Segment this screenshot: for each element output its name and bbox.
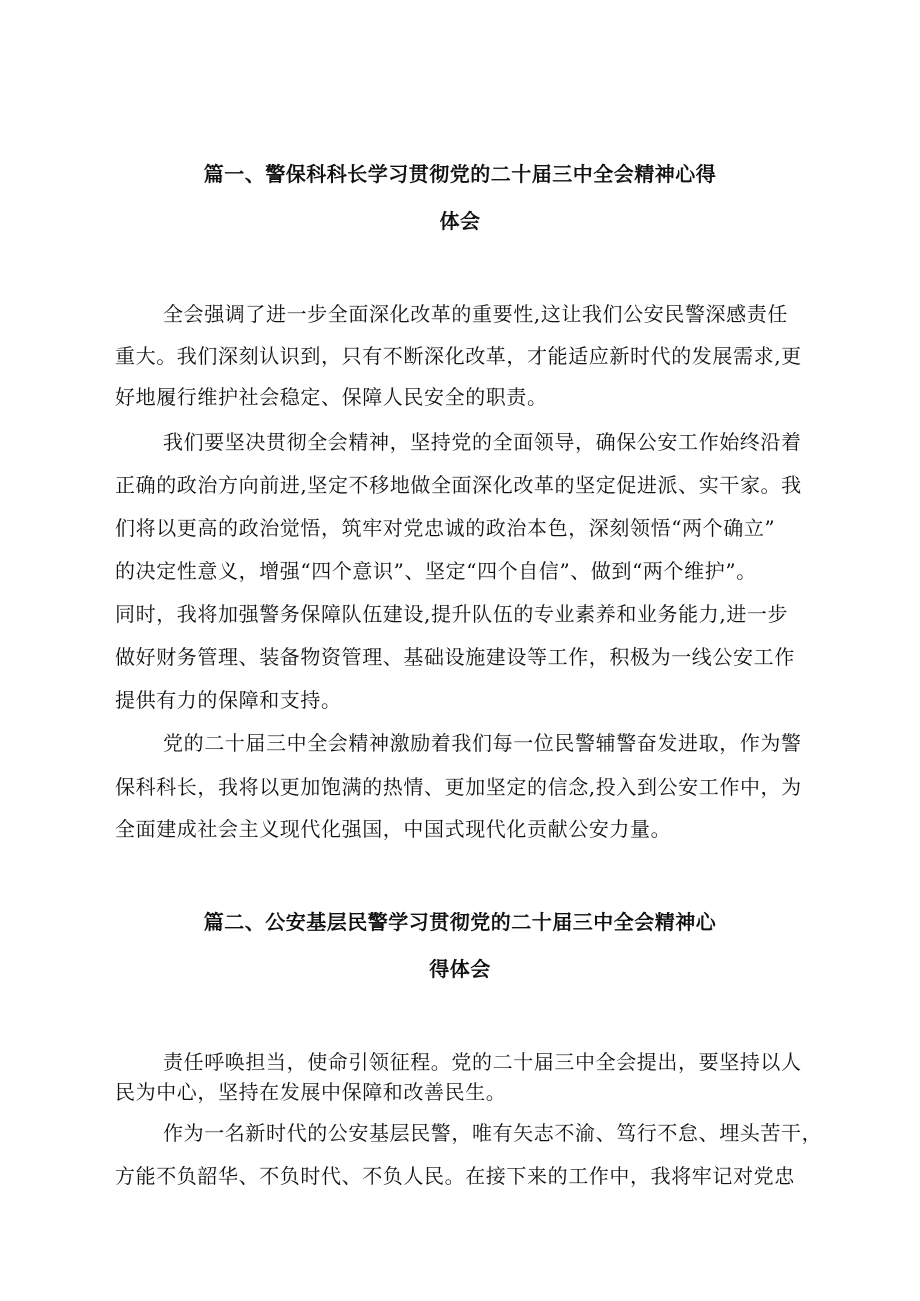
text-line: 提供有力的保障和支持。: [115, 688, 342, 712]
text-line: 好地履行维护社会稳定、保障人民安全的职责。: [115, 385, 548, 409]
text-line: 正确的政治方向前进,坚定不移地做全面深化改革的坚定促进派、实干家。我: [115, 473, 802, 497]
section-1-title-line-1: 篇一、警保科科长学习贯彻党的二十届三中全会精神心得: [203, 162, 717, 186]
text-line: 方能不负韶华、不负时代、不负人民。在接下来的工作中，我将牢记对党忠: [115, 1164, 795, 1188]
text-line: 保科科长，我将以更加饱满的热情、更加坚定的信念,投入到公安工作中，为: [115, 775, 802, 799]
text-line: 全面建成社会主义现代化强国，中国式现代化贡献公安力量。: [115, 817, 672, 841]
text-line: 作为一名新时代的公安基层民警，唯有矢志不渝、笃行不怠、埋头苦干，: [163, 1121, 823, 1145]
text-line: 同时，我将加强警务保障队伍建设,提升队伍的专业素养和业务能力,进一步: [115, 602, 789, 626]
text-line: 们将以更高的政治觉悟，筑牢对党忠诚的政治本色，深刻领悟“两个确立”: [115, 516, 776, 540]
text-line: 我们要坚决贯彻全会精神，坚持党的全面领导，确保公安工作始终沿着: [163, 430, 802, 454]
section-2-title-line-2: 得体会: [429, 957, 491, 981]
text-line: 的决定性意义，增强“四个意识”、坚定“四个自信”、做到“两个维护”。: [115, 559, 757, 583]
text-line: 责任呼唤担当，使命引领征程。党的二十届三中全会提出，要坚持以人: [163, 1050, 802, 1074]
section-1-title-line-2: 体会: [439, 209, 481, 233]
text-line: 全会强调了进一步全面深化改革的重要性,这让我们公安民警深感责任: [163, 302, 788, 326]
section-2-title-line-1: 篇二、公安基层民警学习贯彻党的二十届三中全会精神心: [203, 910, 717, 934]
text-line: 党的二十届三中全会精神激励着我们每一位民警辅警奋发进取，作为警: [163, 731, 802, 755]
text-line: 做好财务管理、装备物资管理、基础设施建设等工作，积极为一线公安工作: [115, 645, 795, 669]
text-line: 民为中心，坚持在发展中保障和改善民生。: [115, 1080, 507, 1104]
text-line: 重大。我们深刻认识到，只有不断深化改革，才能适应新时代的发展需求,更: [115, 344, 802, 368]
